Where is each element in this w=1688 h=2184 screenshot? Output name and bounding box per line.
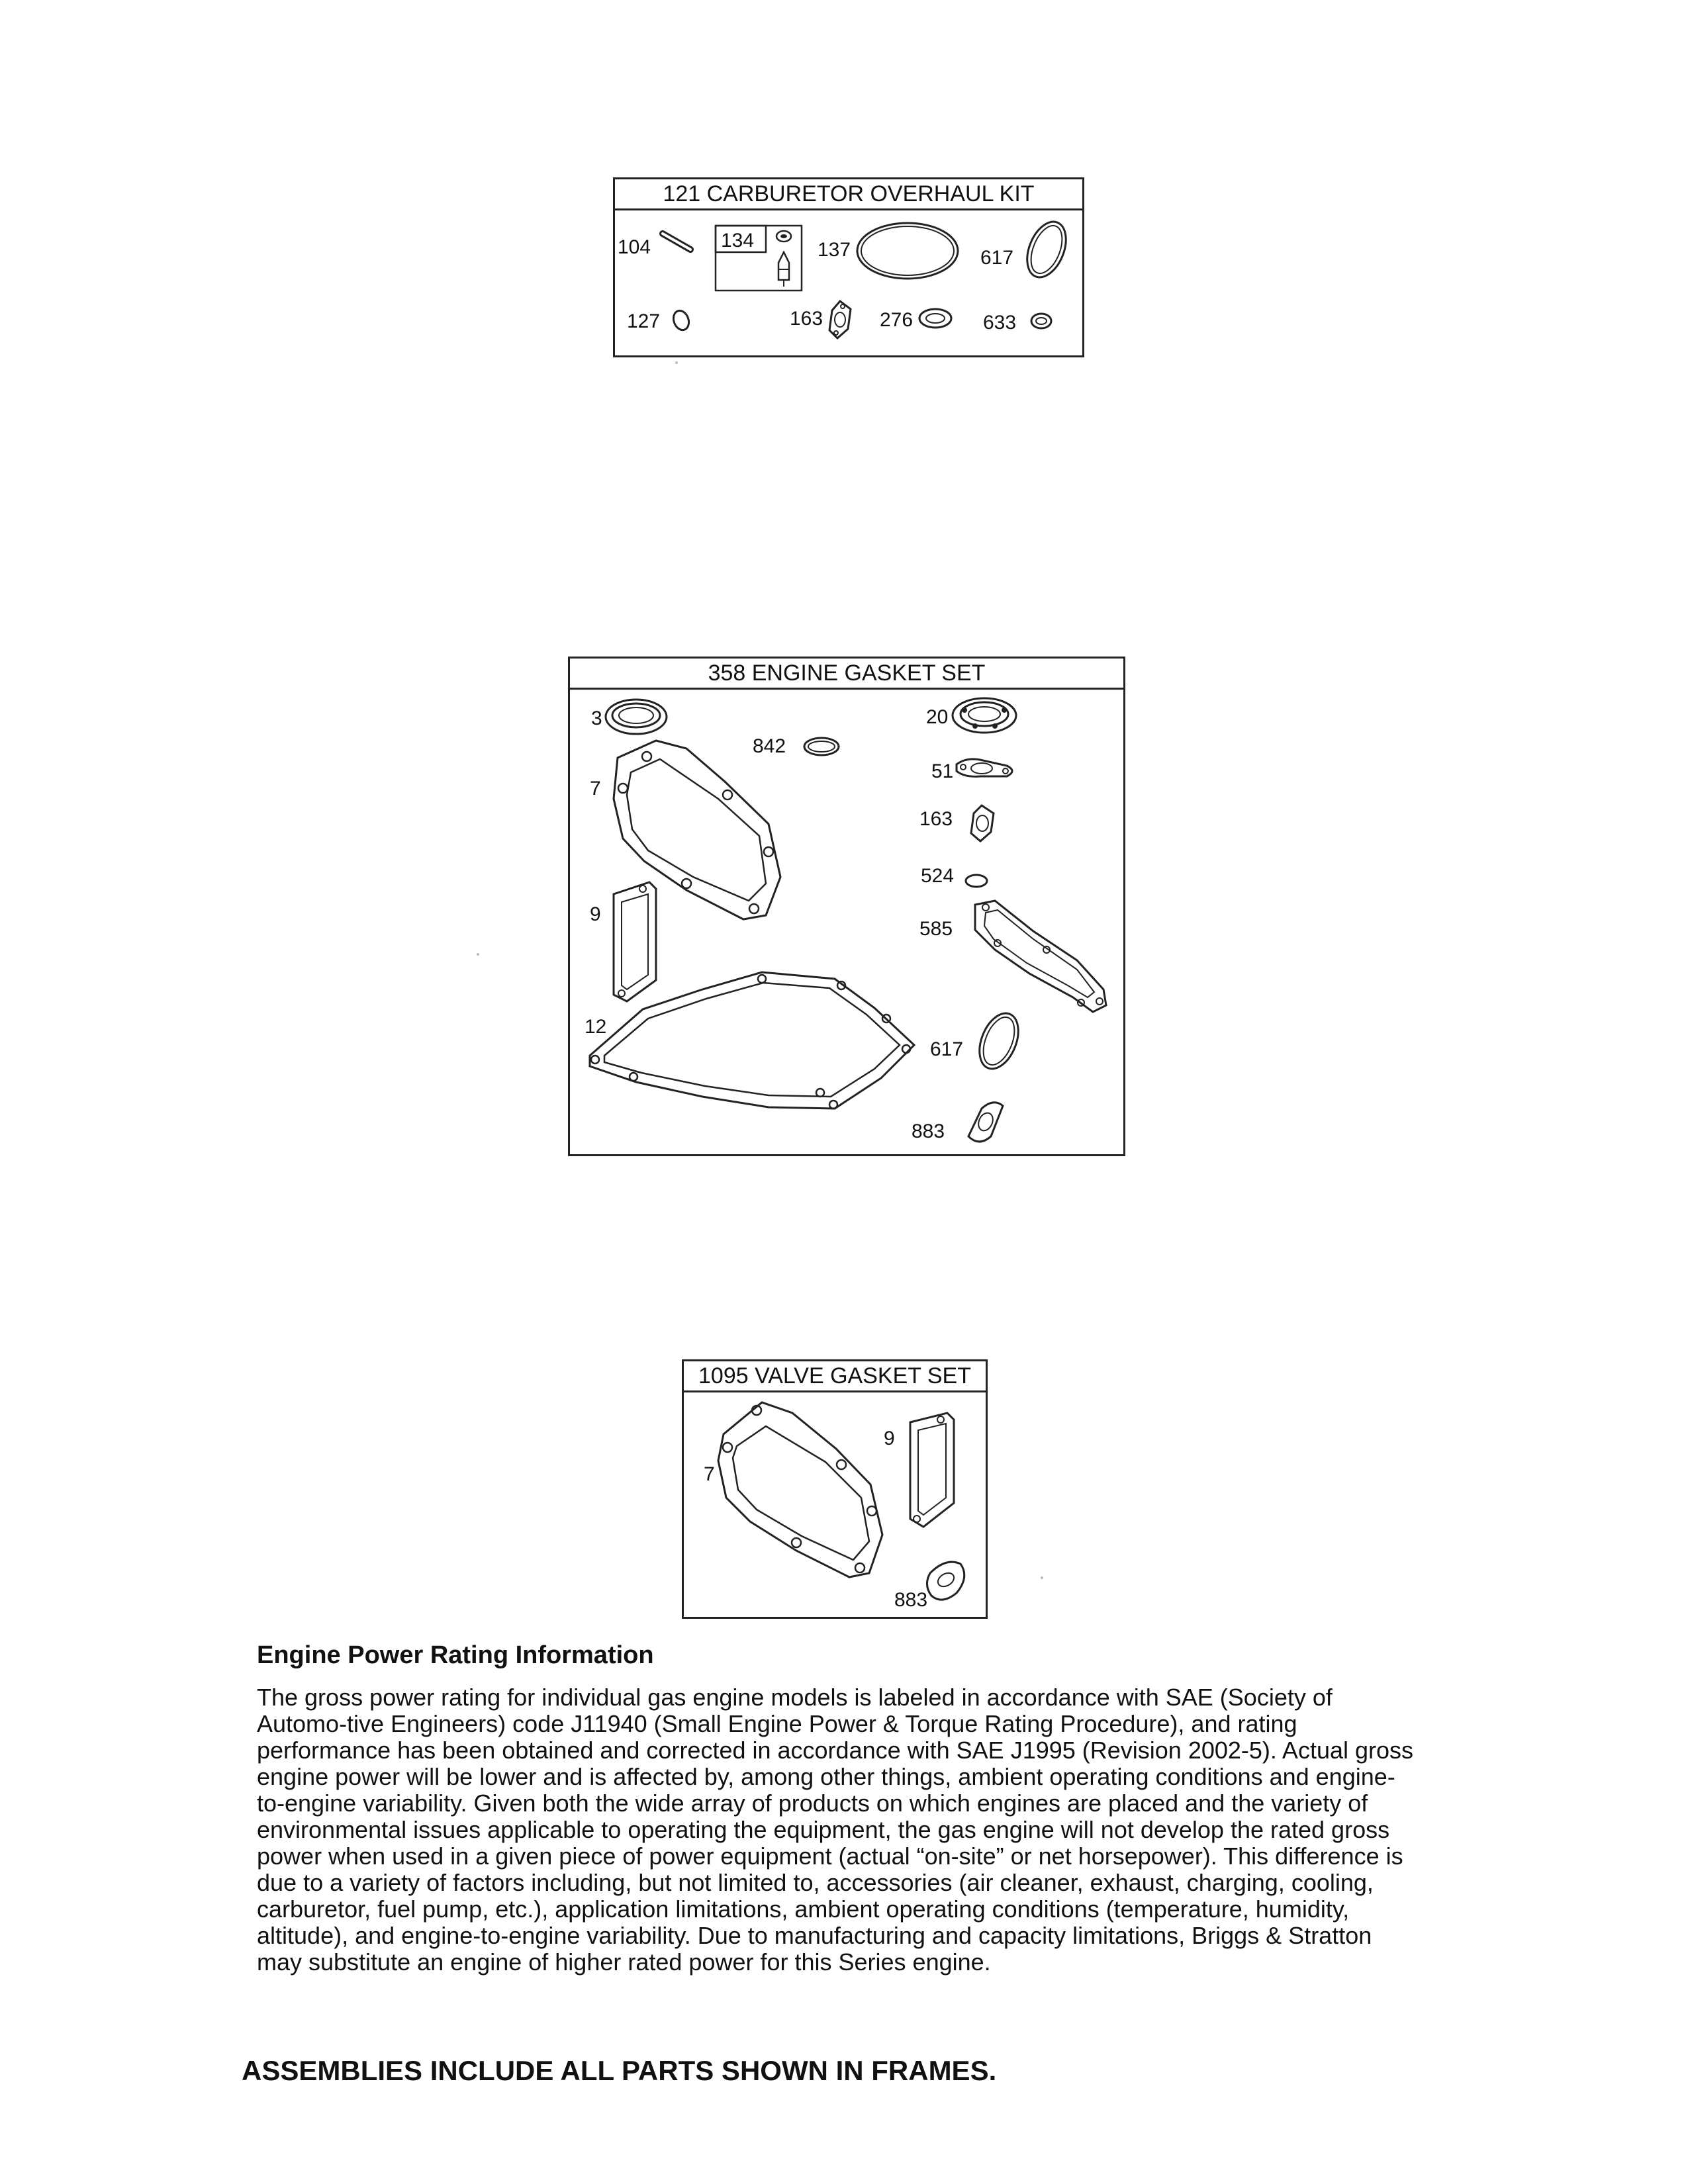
part-label-9-valve: 9 [884,1428,895,1449]
o-ring-part-617-engine [972,1007,1025,1074]
o-ring-part-524 [966,875,987,887]
power-rating-body: The gross power rating for individual gas engine models is labeled in accordance with SAE (Society of Automo-tive Engineers) code J11940 (Small Engine Power & Torque Rating Procedure), and rating performance has been obtained and corrected in accordance with SAE J1995 (Revision 2002-5). Actual gross engine power will be lower and is affected by, among other things, ambient operating conditions and engine-to-engine variability. Given both the wide array of products on which engines are placed and the variety of environmental issues applicable to operating the equipment, the gas engine will not develop the rated gross power when used in a given piece of power equipment (actual “on-site” or net horsepower). This difference is due to a variety of factors including, but not limited to, accessories (air cleaner, exhaust, charging, cooling, carburetor, fuel pump, etc.), application limitations, ambient operating conditions (temperature, humidity, altitude), and engine-to-engine variability. Due to manufacturing and capacity limitations, Briggs & Stratton may substitute an engine of higher rated power for this Series engine. [257,1684,1414,1976]
part-label-137: 137 [818,239,851,261]
part-label-7: 7 [590,778,601,799]
engine-gasket-set-frame [568,657,1125,1156]
part-label-585: 585 [919,918,953,940]
oil-seal-part-3 [606,700,667,734]
part-label-276: 276 [880,309,914,331]
valve-gasket-title: 1095 VALVE GASKET SET [684,1361,986,1392]
part-label-3: 3 [591,707,602,729]
part-label-524: 524 [921,865,955,887]
oil-seal-part-20 [953,698,1016,733]
ring-part-842 [804,738,839,755]
carburetor-overhaul-kit-frame [613,177,1084,357]
pin-part-104 [663,234,690,250]
part-label-104: 104 [618,236,651,258]
o-ring-part-617 [1019,216,1073,283]
part-label-617-engine: 617 [930,1038,964,1060]
part-label-163: 163 [790,308,823,330]
part-label-617: 617 [980,247,1014,269]
valve-gasket-diagram [684,1361,990,1621]
engine-gasket-diagram [570,659,1127,1158]
bowl-gasket-part-137 [857,223,958,279]
part-label-163-engine: 163 [919,808,953,830]
part-label-7-valve: 7 [704,1463,715,1485]
part-label-134: 134 [721,230,755,251]
power-rating-heading: Engine Power Rating Information [257,1641,654,1669]
gasket-part-163-engine [971,805,994,841]
inlet-needle-part-134 [776,231,791,287]
carburetor-kit-title: 121 CARBURETOR OVERHAUL KIT [615,179,1082,210]
valve-gasket-set-frame [682,1359,988,1619]
intake-gasket-part-585 [975,901,1106,1012]
part-label-842: 842 [753,735,786,757]
carburetor-kit-diagram [615,179,1086,359]
scan-speck [477,953,479,956]
scan-speck [1041,1576,1043,1579]
part-label-20: 20 [926,706,949,728]
valve-cover-gasket-part-9 [614,882,656,1001]
part-label-51: 51 [931,760,954,782]
part-label-883: 883 [912,1120,945,1142]
part-label-9: 9 [590,903,601,925]
gasket-part-883-valve [927,1562,964,1600]
part-label-633: 633 [983,312,1017,334]
gasket-part-51 [957,759,1012,776]
scan-speck [675,361,678,364]
seal-part-633 [1031,314,1051,328]
part-label-12: 12 [585,1016,607,1038]
part-label-883-valve: 883 [894,1589,928,1611]
seal-part-276 [919,309,951,328]
washer-part-127 [671,308,692,332]
cylinder-head-gasket-part-7-valve [718,1402,882,1577]
part-label-127: 127 [627,310,661,332]
engine-gasket-title: 358 ENGINE GASKET SET [570,659,1123,690]
assemblies-footer-note: ASSEMBLIES INCLUDE ALL PARTS SHOWN IN FRAMES. [242,2055,997,2086]
valve-cover-gasket-part-9-valve [910,1413,954,1527]
gasket-part-163 [829,301,851,338]
cylinder-head-gasket-part-7 [614,741,780,919]
gasket-part-883 [968,1103,1003,1142]
